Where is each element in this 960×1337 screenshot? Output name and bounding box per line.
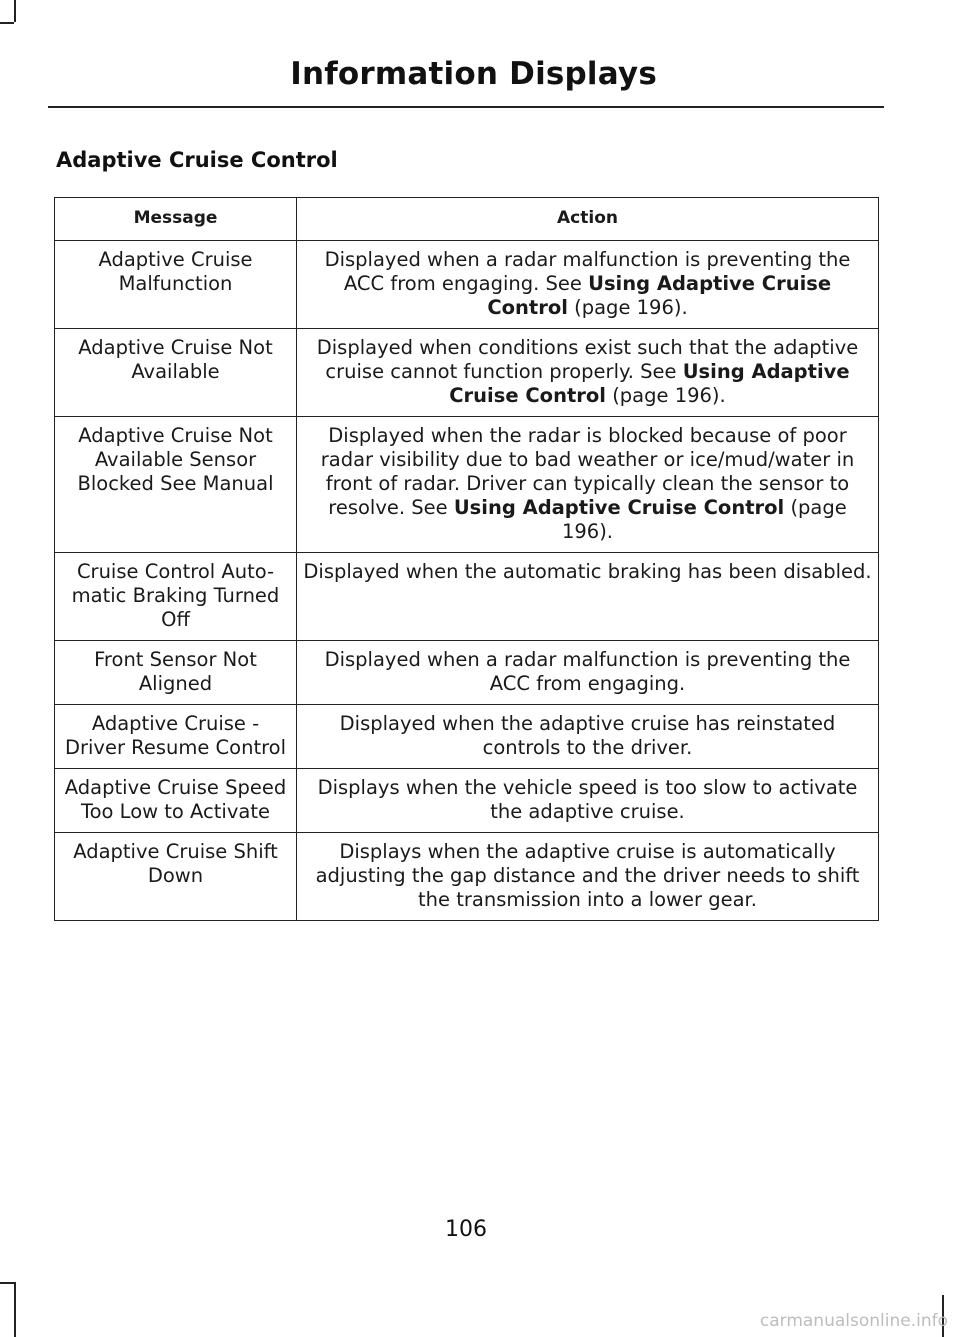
crop-mark-top-left-h — [0, 22, 14, 24]
page-reference: (page 196). — [561, 496, 847, 543]
table-row — [55, 241, 879, 329]
crop-mark-bottom-left-h — [0, 1282, 14, 1284]
action-text: Displayed when the automatic braking has been disabled. — [303, 560, 872, 583]
action-cell — [297, 417, 879, 553]
action-text: Displayed when conditions exist such that the adaptive cruise cannot function properly. See — [316, 336, 859, 383]
message-cell: Adaptive Cruise Not Available — [55, 329, 297, 417]
action-text: Displays when the adaptive cruise is automatically adjusting the gap distance and the driver needs to shift the transmission into a lower gear. — [315, 840, 860, 911]
action-cell — [297, 641, 879, 705]
table-header-row — [55, 198, 879, 241]
table-row — [55, 833, 879, 921]
header-rule — [48, 106, 884, 108]
action-cell — [297, 329, 879, 417]
page-reference: (page 196). — [574, 296, 688, 319]
message-cell: Cruise Control Auto-matic Braking Turned Off — [55, 553, 297, 641]
action-cell — [297, 833, 879, 921]
action-text: Displayed when the radar is blocked because of poor radar visibility due to bad weather or ice/mud/water in front of radar. Driver can typically clean the sensor to resolve. See — [320, 424, 855, 519]
watermark: carmanualsonline.info — [759, 1311, 948, 1331]
action-cell — [297, 241, 879, 329]
action-cell — [297, 553, 879, 641]
action-text: Displays when the vehicle speed is too slow to activate the adaptive cruise. — [317, 776, 858, 823]
table-row — [55, 417, 879, 553]
column-header-message: Message — [55, 198, 297, 241]
table-row — [55, 705, 879, 769]
action-cell — [297, 705, 879, 769]
page-number: 106 — [445, 1217, 487, 1242]
action-text: Displayed when a radar malfunction is preventing the ACC from engaging. — [324, 648, 851, 695]
action-cell — [297, 769, 879, 833]
message-cell: Adaptive Cruise Malfunction — [55, 241, 297, 329]
message-cell: Adaptive Cruise Speed Too Low to Activate — [55, 769, 297, 833]
section-title: Adaptive Cruise Control — [56, 148, 338, 172]
column-header-action: Action — [297, 198, 879, 241]
message-cell: Front Sensor Not Aligned — [55, 641, 297, 705]
page-header-title: Information Displays — [290, 56, 657, 92]
table-row — [55, 329, 879, 417]
crop-mark-bottom-left — [14, 1282, 16, 1337]
crop-mark-top-left — [14, 0, 16, 22]
action-text: Displayed when a radar malfunction is preventing the ACC from engaging. See — [324, 248, 851, 295]
action-text: Displayed when the adaptive cruise has reinstated controls to the driver. — [339, 712, 836, 759]
cross-reference-link[interactable]: Using Adaptive Cruise Control — [449, 360, 850, 407]
table-row — [55, 641, 879, 705]
message-cell: Adaptive Cruise Shift Down — [55, 833, 297, 921]
messages-table — [54, 197, 879, 921]
cross-reference-link[interactable]: Using Adaptive Cruise Control — [453, 496, 785, 519]
table-row — [55, 553, 879, 641]
message-cell: Adaptive Cruise - Driver Resume Control — [55, 705, 297, 769]
message-cell: Adaptive Cruise Not Available Sensor Blocked See Manual — [55, 417, 297, 553]
table-row — [55, 769, 879, 833]
cross-reference-link[interactable]: Using Adaptive Cruise Control — [487, 272, 832, 319]
page-reference: (page 196). — [612, 384, 726, 407]
